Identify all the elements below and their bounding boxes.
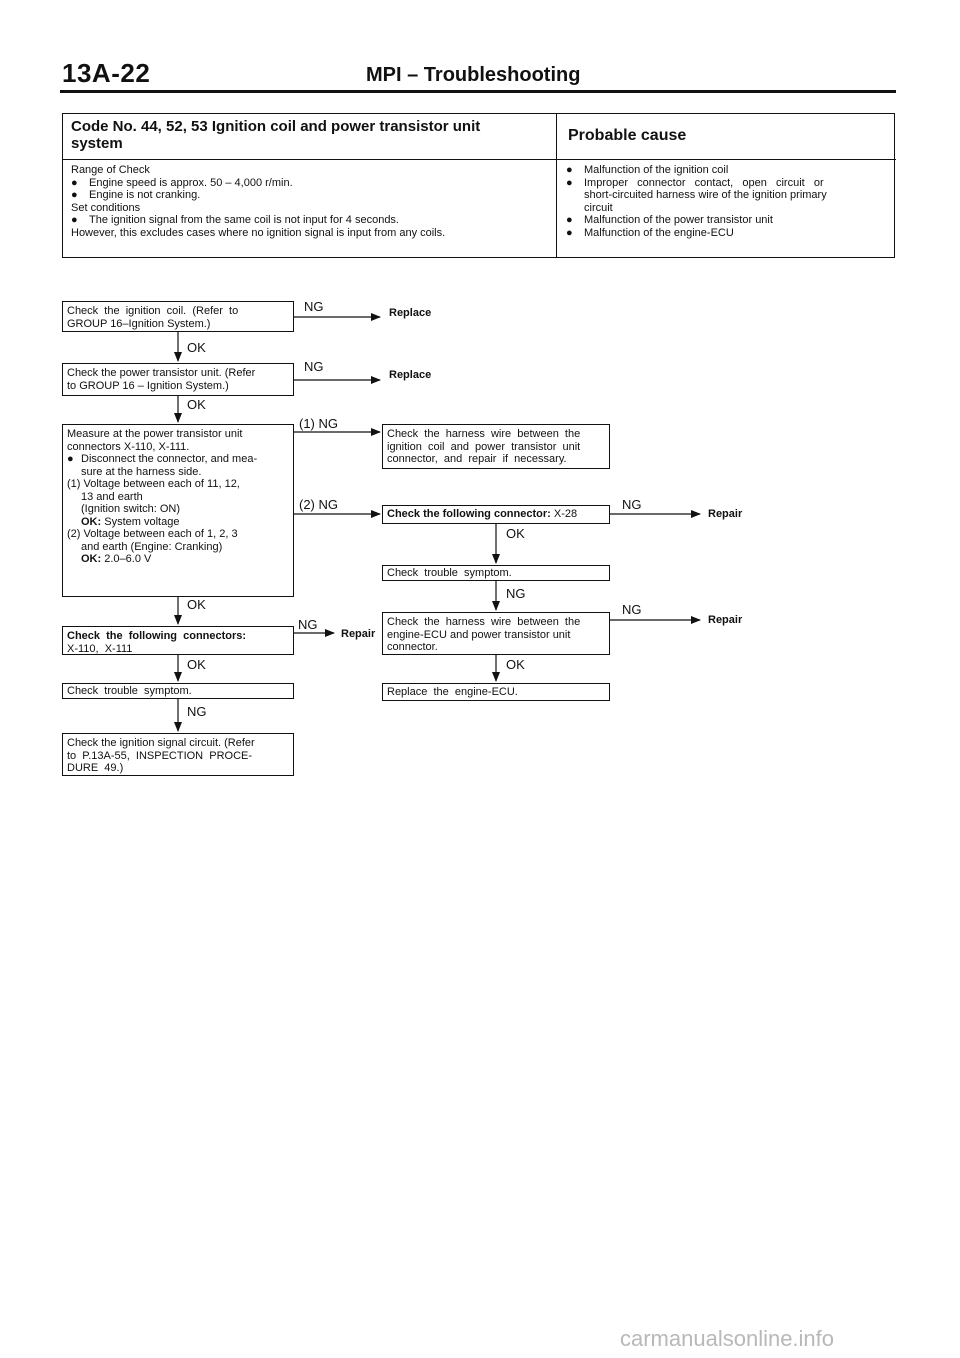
however-note: However, this excludes cases where no ignition signal is input from any coils. — [71, 226, 446, 239]
step-check-connectors-x110-x111: Check the following connectors: X-110, X-111 — [62, 626, 294, 655]
bullet-icon: ● — [67, 453, 74, 465]
replace-action: Replace — [389, 369, 432, 381]
step-check-ignition-coil: Check the ignition coil. (Refer to GROUP 16–Ignition System.) — [62, 301, 294, 332]
bullet-icon: ● — [566, 176, 573, 189]
cause-continuation: circuit — [584, 201, 613, 214]
code-title-line-2: system — [71, 135, 123, 152]
cause-item: ● Malfunction of the power transistor unit — [566, 214, 773, 226]
bullet-icon: ● — [566, 226, 573, 239]
ok-label: OK — [187, 340, 206, 355]
ok-label: OK — [187, 397, 206, 412]
ng-label: NG — [304, 299, 324, 314]
cause-continuation: short-circuited harness wire of the ignition primary — [584, 189, 827, 201]
set-conditions-label: Set conditions — [71, 201, 141, 214]
probable-cause-cell — [557, 160, 896, 257]
repair-action: Repair — [708, 508, 743, 520]
step-check-connector-x28: Check the following connector: X-28 — [382, 505, 610, 524]
step-check-harness-ecu-transistor: Check the harness wire between the engine-ECU and power transistor unit connector. — [382, 612, 610, 655]
bullet-icon: ● — [71, 214, 78, 226]
bullet-icon: ● — [71, 189, 78, 201]
range-item: ● Engine speed is approx. 50 – 4,000 r/min. — [71, 176, 293, 189]
check-conditions-cell — [63, 160, 557, 257]
ok-label: OK — [506, 657, 525, 672]
replace-action: Replace — [389, 307, 432, 319]
step-measure-transistor-connectors: Measure at the power transistor unit connectors X-110, X-111. ● Disconnect the connector, and mea- sure at the harness side. (1) Voltage between each of 11, 12, 13 and earth (Ignition switch: ON) OK: System voltage (2) Voltage between each of 1, 2, 3 and earth (Engine: Cranking) OK: 2.0–6.0 V — [62, 424, 294, 597]
ng-label: NG — [187, 704, 207, 719]
step-replace-engine-ecu: Replace the engine-ECU. — [382, 683, 610, 701]
cause-item: ● Malfunction of the engine-ECU — [566, 226, 734, 239]
header-divider — [60, 90, 896, 93]
set-item: ● The ignition signal from the same coil is not input for 4 seconds. — [71, 214, 399, 226]
ok-label: OK — [187, 657, 206, 672]
site-watermark: carmanualsonline.info — [620, 1326, 835, 1351]
range-item: ● Engine is not cranking. — [71, 189, 201, 201]
ok-label: OK — [187, 597, 206, 612]
ok-label: OK — [506, 526, 525, 541]
probable-cause-header: Probable cause — [557, 114, 896, 160]
repair-action: Repair — [708, 614, 743, 626]
ng-label: NG — [304, 359, 324, 374]
bullet-icon: ● — [566, 164, 573, 176]
ng-label: NG — [622, 497, 642, 512]
ng-label: NG — [622, 602, 642, 617]
code-title-cell — [63, 114, 557, 160]
cause-item: ● Improper connector contact, open circuit or — [566, 176, 824, 189]
bullet-icon: ● — [71, 176, 78, 189]
step-check-power-transistor: Check the power transistor unit. (Refer to GROUP 16 – Ignition System.) — [62, 363, 294, 396]
cause-item: ● Malfunction of the ignition coil — [566, 164, 729, 176]
step-check-harness-coil-transistor: Check the harness wire between the ignition coil and power transistor unit connector, and repair if necessary. — [382, 424, 610, 469]
step-check-ignition-signal: Check the ignition signal circuit. (Refer to P.13A-55, INSPECTION PROCE- DURE 49.) — [62, 733, 294, 776]
step-check-trouble-symptom-left: Check trouble symptom. — [62, 683, 294, 699]
ng-label: NG — [298, 617, 318, 632]
code-info-table — [62, 113, 895, 258]
page-number: 13A-22 — [62, 58, 151, 88]
page-title: MPI – Troubleshooting — [366, 64, 581, 86]
step-check-trouble-symptom-right: Check trouble symptom. — [382, 565, 610, 581]
ng-2-label: (2) NG — [299, 497, 338, 512]
bullet-icon: ● — [566, 214, 573, 226]
code-title-line-1: Code No. 44, 52, 53 Ignition coil and power transistor unit — [71, 118, 481, 135]
repair-action: Repair — [341, 628, 376, 640]
ng-1-label: (1) NG — [299, 416, 338, 431]
ng-label: NG — [506, 586, 526, 601]
range-of-check-label: Range of Check — [71, 164, 150, 176]
